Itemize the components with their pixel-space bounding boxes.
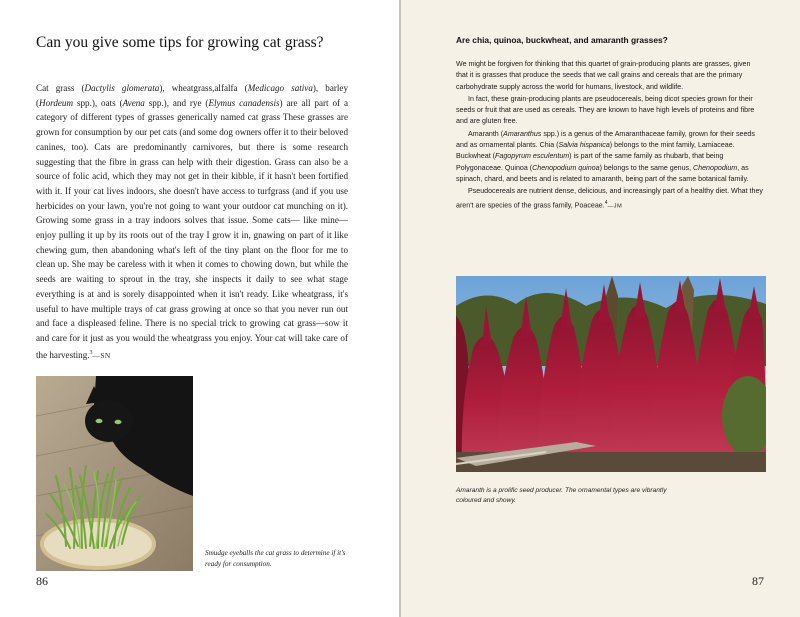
amaranth-photo [456,276,766,472]
right-photo-caption: Amaranth is a prolific seed producer. The ornamental types are vibrantly coloured and showy. [456,487,667,505]
footnote-marker: 3 [89,349,93,356]
paragraph: Pseudocereals are nutrient dense, delicious, and increasingly part of a healthy diet. What they aren't are species of the grass family, Poaceae.$^4$—JM [456,187,763,209]
left-page-heading: Can you give some tips for growing cat grass? [36,34,324,51]
page-number-right: 87 [752,574,764,588]
paragraph: Amaranth (Amaranthus spp.) is a genus of the Amaranthaceae family, grown for their seeds and as ornamental plants. Chia (Salvia hispanica) belongs to the mint family, Lamiaceae. Buckwheat (Fagopyrum esculentum) is part of the same family as rhubarb, that being Polygonaceae. Quinoa (Chenopodium quinoa) belongs to the same genus, Chenopodium, as spinach, chard, and beets and is related to amaranth, being part of the same botanical family. [456,129,755,183]
right-page-heading: Are chia, quinoa, buckwheat, and amaranth grasses? [456,35,668,45]
paragraph: In fact, these grain-producing plants are pseudocereals, being dicot species grown for their seeds or fruit that are used as cereals. They are known to have high levels of proteins and fibre and are gluten free. [456,94,755,126]
left-photo-caption: Smudge eyeballs the cat grass to determine if it's ready for consumption. [205,549,346,568]
author-signoff: —JM [607,202,623,209]
cat-grass-photo [36,376,193,571]
page-number-left: 86 [36,574,48,588]
left-page-body: Cat grass (Dactylis glomerata), wheatgrass,alfalfa (Medicago sativa), barley (Hordeum spp.), oats (Avena spp.), and rye (Elymus canadensis) are all part of a category of different types of grasses generically named cat grass These grasses are grown for consumption by our pet cats (and some dog owners offer it to their beloved canines, too). Cats are predominantly carnivores, but there is some research suggesting that the fibre in grass can help with their digestion. Grass can also be a source of folic acid, which they may not get in their kibble, if it hasn't been fortified with it. If your cat lives indoors, she doesn't have access to turfgrass (and if you use herbicides on your lawn, you're not going to want your outdoor cat munching on it). Growing some grass in a tray indoors solves that issue. Some cats— like mine—enjoy pulling it up by its roots out of the tray I grow it in, gnawing on part of it like chewing gum, then abandoning what's left of the tiny plant on the floor for me to clean up. She may be careless with it when it comes to chowing down, but while the seeds are waiting to sprout in the tray, she inspects it daily to see what stage everything is at and is sorely disappointed when it isn't ready. Like wheatgrass, it's useful to have multiple trays of cat grass growing at once so that you never run out and face a displeased feline. There is no special trick to growing cat grass—sow it and care for it just as you would the wheatgrass you enjoy. Your cat will take care of the harvesting.$^3$—SN [36,83,348,360]
right-page-body [456,59,764,212]
paragraph: We might be forgiven for thinking that this quartet of grain-producing plants are grasses, given that it is grasses that produce the seeds that we call grains and cereals that are the primary carbohydrate supply across the world for humans, livestock, and wildlife. [456,60,751,91]
footnote-marker: 4 [604,199,608,206]
author-signoff: —SN [92,351,111,360]
